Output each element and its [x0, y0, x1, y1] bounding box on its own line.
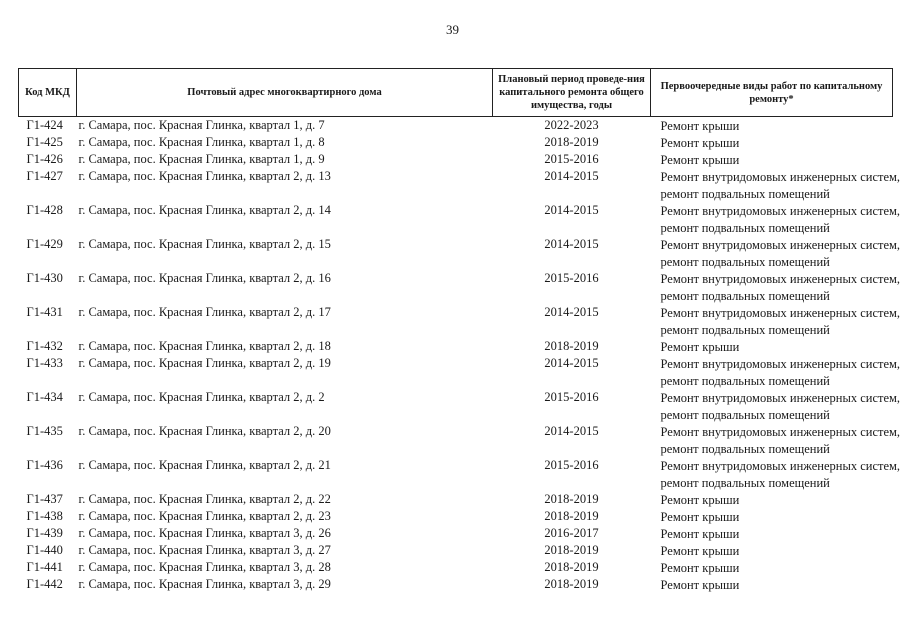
cell-address: г. Самара, пос. Красная Глинка, квартал 2, д. 21	[78, 458, 331, 472]
works-line: Ремонт крыши	[660, 119, 740, 133]
cell-period: 2018-2019	[544, 509, 599, 523]
cell-address: г. Самара, пос. Красная Глинка, квартал 1, д. 7	[78, 118, 325, 132]
cell-code: Г1-426	[26, 152, 63, 166]
works-line: Ремонт внутридомовых инженерных систем,	[660, 357, 901, 371]
works-line: ремонт подвальных помещений	[660, 255, 830, 269]
cell-works	[651, 339, 893, 356]
works-line: Ремонт крыши	[660, 578, 740, 592]
cell-address: г. Самара, пос. Красная Глинка, квартал 2, д. 17	[78, 305, 331, 319]
cell-period: 2022-2023	[544, 118, 599, 132]
cell-period: 2018-2019	[544, 560, 599, 574]
works-line: Ремонт крыши	[660, 340, 740, 354]
table-row	[19, 526, 893, 543]
works-line: Ремонт крыши	[660, 493, 740, 507]
cell-period: 2018-2019	[544, 135, 599, 149]
works-line: Ремонт крыши	[660, 510, 740, 524]
works-line: Ремонт внутридомовых инженерных систем,	[660, 306, 901, 320]
works-line: Ремонт крыши	[660, 136, 740, 150]
cell-works	[651, 169, 901, 203]
cell-code: Г1-437	[26, 492, 63, 506]
cell-period: 2014-2015	[544, 356, 599, 370]
table-row	[19, 492, 893, 509]
table-row	[19, 169, 893, 203]
page-number: 39	[446, 22, 459, 37]
cell-period: 2014-2015	[544, 305, 599, 319]
table-row	[19, 356, 893, 390]
cell-address: г. Самара, пос. Красная Глинка, квартал 2, д. 15	[78, 237, 331, 251]
cell-address: г. Самара, пос. Красная Глинка, квартал 2, д. 22	[78, 492, 331, 506]
works-line: Ремонт крыши	[660, 544, 740, 558]
table-row	[19, 237, 893, 271]
cell-address: г. Самара, пос. Красная Глинка, квартал 3, д. 27	[78, 543, 331, 557]
cell-address: г. Самара, пос. Красная Глинка, квартал 2, д. 20	[78, 424, 331, 438]
cell-code: Г1-429	[26, 237, 63, 251]
cell-address: г. Самара, пос. Красная Глинка, квартал 2, д. 19	[78, 356, 331, 370]
works-line: ремонт подвальных помещений	[660, 374, 830, 388]
table-row	[19, 390, 893, 424]
cell-address: г. Самара, пос. Красная Глинка, квартал 2, д. 2	[78, 390, 325, 404]
table-header-row	[19, 69, 893, 117]
cell-works	[651, 152, 893, 169]
works-line: ремонт подвальных помещений	[660, 442, 830, 456]
header-works: Первоочередные виды работ по капитальному ремонту*	[651, 69, 893, 117]
cell-code: Г1-433	[26, 356, 63, 370]
cell-address: г. Самара, пос. Красная Глинка, квартал 1, д. 8	[78, 135, 325, 149]
cell-address: г. Самара, пос. Красная Глинка, квартал 3, д. 26	[78, 526, 331, 540]
works-line: Ремонт внутридомовых инженерных систем,	[660, 170, 901, 184]
cell-code: Г1-430	[26, 271, 63, 285]
cell-address: г. Самара, пос. Красная Глинка, квартал 2, д. 16	[78, 271, 331, 285]
cell-works	[651, 560, 893, 577]
table-row	[19, 339, 893, 356]
cell-address: г. Самара, пос. Красная Глинка, квартал 2, д. 13	[78, 169, 331, 183]
works-line: Ремонт крыши	[660, 561, 740, 575]
cell-code: Г1-440	[26, 543, 63, 557]
header-period: Плановый период проведе-ния капитального ремонта общего имущества, годы	[493, 69, 651, 117]
cell-works	[651, 526, 893, 543]
cell-period: 2018-2019	[544, 577, 599, 591]
cell-address: г. Самара, пос. Красная Глинка, квартал 2, д. 18	[78, 339, 331, 353]
header-address: Почтовый адрес многоквартирного дома	[77, 69, 493, 117]
cell-works	[651, 458, 901, 492]
table-row	[19, 543, 893, 560]
cell-code: Г1-425	[26, 135, 63, 149]
works-line: ремонт подвальных помещений	[660, 187, 830, 201]
table-row	[19, 117, 893, 136]
works-line: ремонт подвальных помещений	[660, 323, 830, 337]
cell-works	[651, 237, 901, 271]
cell-address: г. Самара, пос. Красная Глинка, квартал 1, д. 9	[78, 152, 325, 166]
repair-schedule-table	[18, 68, 901, 594]
works-line: Ремонт внутридомовых инженерных систем,	[660, 391, 901, 405]
cell-address: г. Самара, пос. Красная Глинка, квартал 3, д. 29	[78, 577, 331, 591]
cell-code: Г1-439	[26, 526, 63, 540]
cell-period: 2015-2016	[544, 390, 599, 404]
cell-code: Г1-431	[26, 305, 63, 319]
cell-works	[651, 577, 893, 594]
cell-works	[651, 390, 901, 424]
table-body	[19, 117, 901, 595]
cell-code: Г1-424	[26, 118, 63, 132]
cell-code: Г1-438	[26, 509, 63, 523]
table-row	[19, 305, 893, 339]
works-line: ремонт подвальных помещений	[660, 221, 830, 235]
table-row	[19, 135, 893, 152]
table-row	[19, 203, 893, 237]
cell-period: 2016-2017	[544, 526, 599, 540]
cell-period: 2018-2019	[544, 543, 599, 557]
cell-works	[651, 271, 901, 305]
works-line: ремонт подвальных помещений	[660, 408, 830, 422]
cell-address: г. Самара, пос. Красная Глинка, квартал 2, д. 14	[78, 203, 331, 217]
cell-code: Г1-441	[26, 560, 63, 574]
works-line: Ремонт внутридомовых инженерных систем,	[660, 425, 901, 439]
header-code: Код МКД	[19, 69, 77, 117]
cell-works	[651, 356, 901, 390]
cell-period: 2014-2015	[544, 424, 599, 438]
cell-works	[651, 424, 901, 458]
works-line: Ремонт внутридомовых инженерных систем,	[660, 238, 901, 252]
cell-works	[651, 509, 893, 526]
cell-period: 2015-2016	[544, 271, 599, 285]
works-line: Ремонт внутридомовых инженерных систем,	[660, 272, 901, 286]
works-line: ремонт подвальных помещений	[660, 476, 830, 490]
cell-code: Г1-442	[26, 577, 63, 591]
cell-period: 2018-2019	[544, 492, 599, 506]
table-row	[19, 458, 893, 492]
works-line: Ремонт внутридомовых инженерных систем,	[660, 459, 901, 473]
cell-address: г. Самара, пос. Красная Глинка, квартал 2, д. 23	[78, 509, 331, 523]
works-line: Ремонт крыши	[660, 153, 740, 167]
cell-period: 2014-2015	[544, 203, 599, 217]
works-line: Ремонт крыши	[660, 527, 740, 541]
cell-works	[651, 117, 893, 136]
cell-code: Г1-435	[26, 424, 63, 438]
table-row	[19, 424, 893, 458]
repair-schedule-table-wrap	[18, 68, 901, 594]
cell-works	[651, 543, 893, 560]
works-line: Ремонт внутридомовых инженерных систем,	[660, 204, 901, 218]
cell-period: 2018-2019	[544, 339, 599, 353]
cell-works	[651, 203, 901, 237]
cell-works	[651, 305, 901, 339]
cell-code: Г1-427	[26, 169, 63, 183]
cell-period: 2015-2016	[544, 458, 599, 472]
table-row	[19, 271, 893, 305]
cell-code: Г1-428	[26, 203, 63, 217]
cell-code: Г1-434	[26, 390, 63, 404]
table-row	[19, 577, 893, 594]
cell-period: 2015-2016	[544, 152, 599, 166]
works-line: ремонт подвальных помещений	[660, 289, 830, 303]
cell-period: 2014-2015	[544, 237, 599, 251]
table-row	[19, 152, 893, 169]
cell-code: Г1-436	[26, 458, 63, 472]
table-row	[19, 509, 893, 526]
cell-period: 2014-2015	[544, 169, 599, 183]
cell-works	[651, 135, 893, 152]
table-row	[19, 560, 893, 577]
cell-code: Г1-432	[26, 339, 63, 353]
cell-works	[651, 492, 893, 509]
cell-address: г. Самара, пос. Красная Глинка, квартал 3, д. 28	[78, 560, 331, 574]
